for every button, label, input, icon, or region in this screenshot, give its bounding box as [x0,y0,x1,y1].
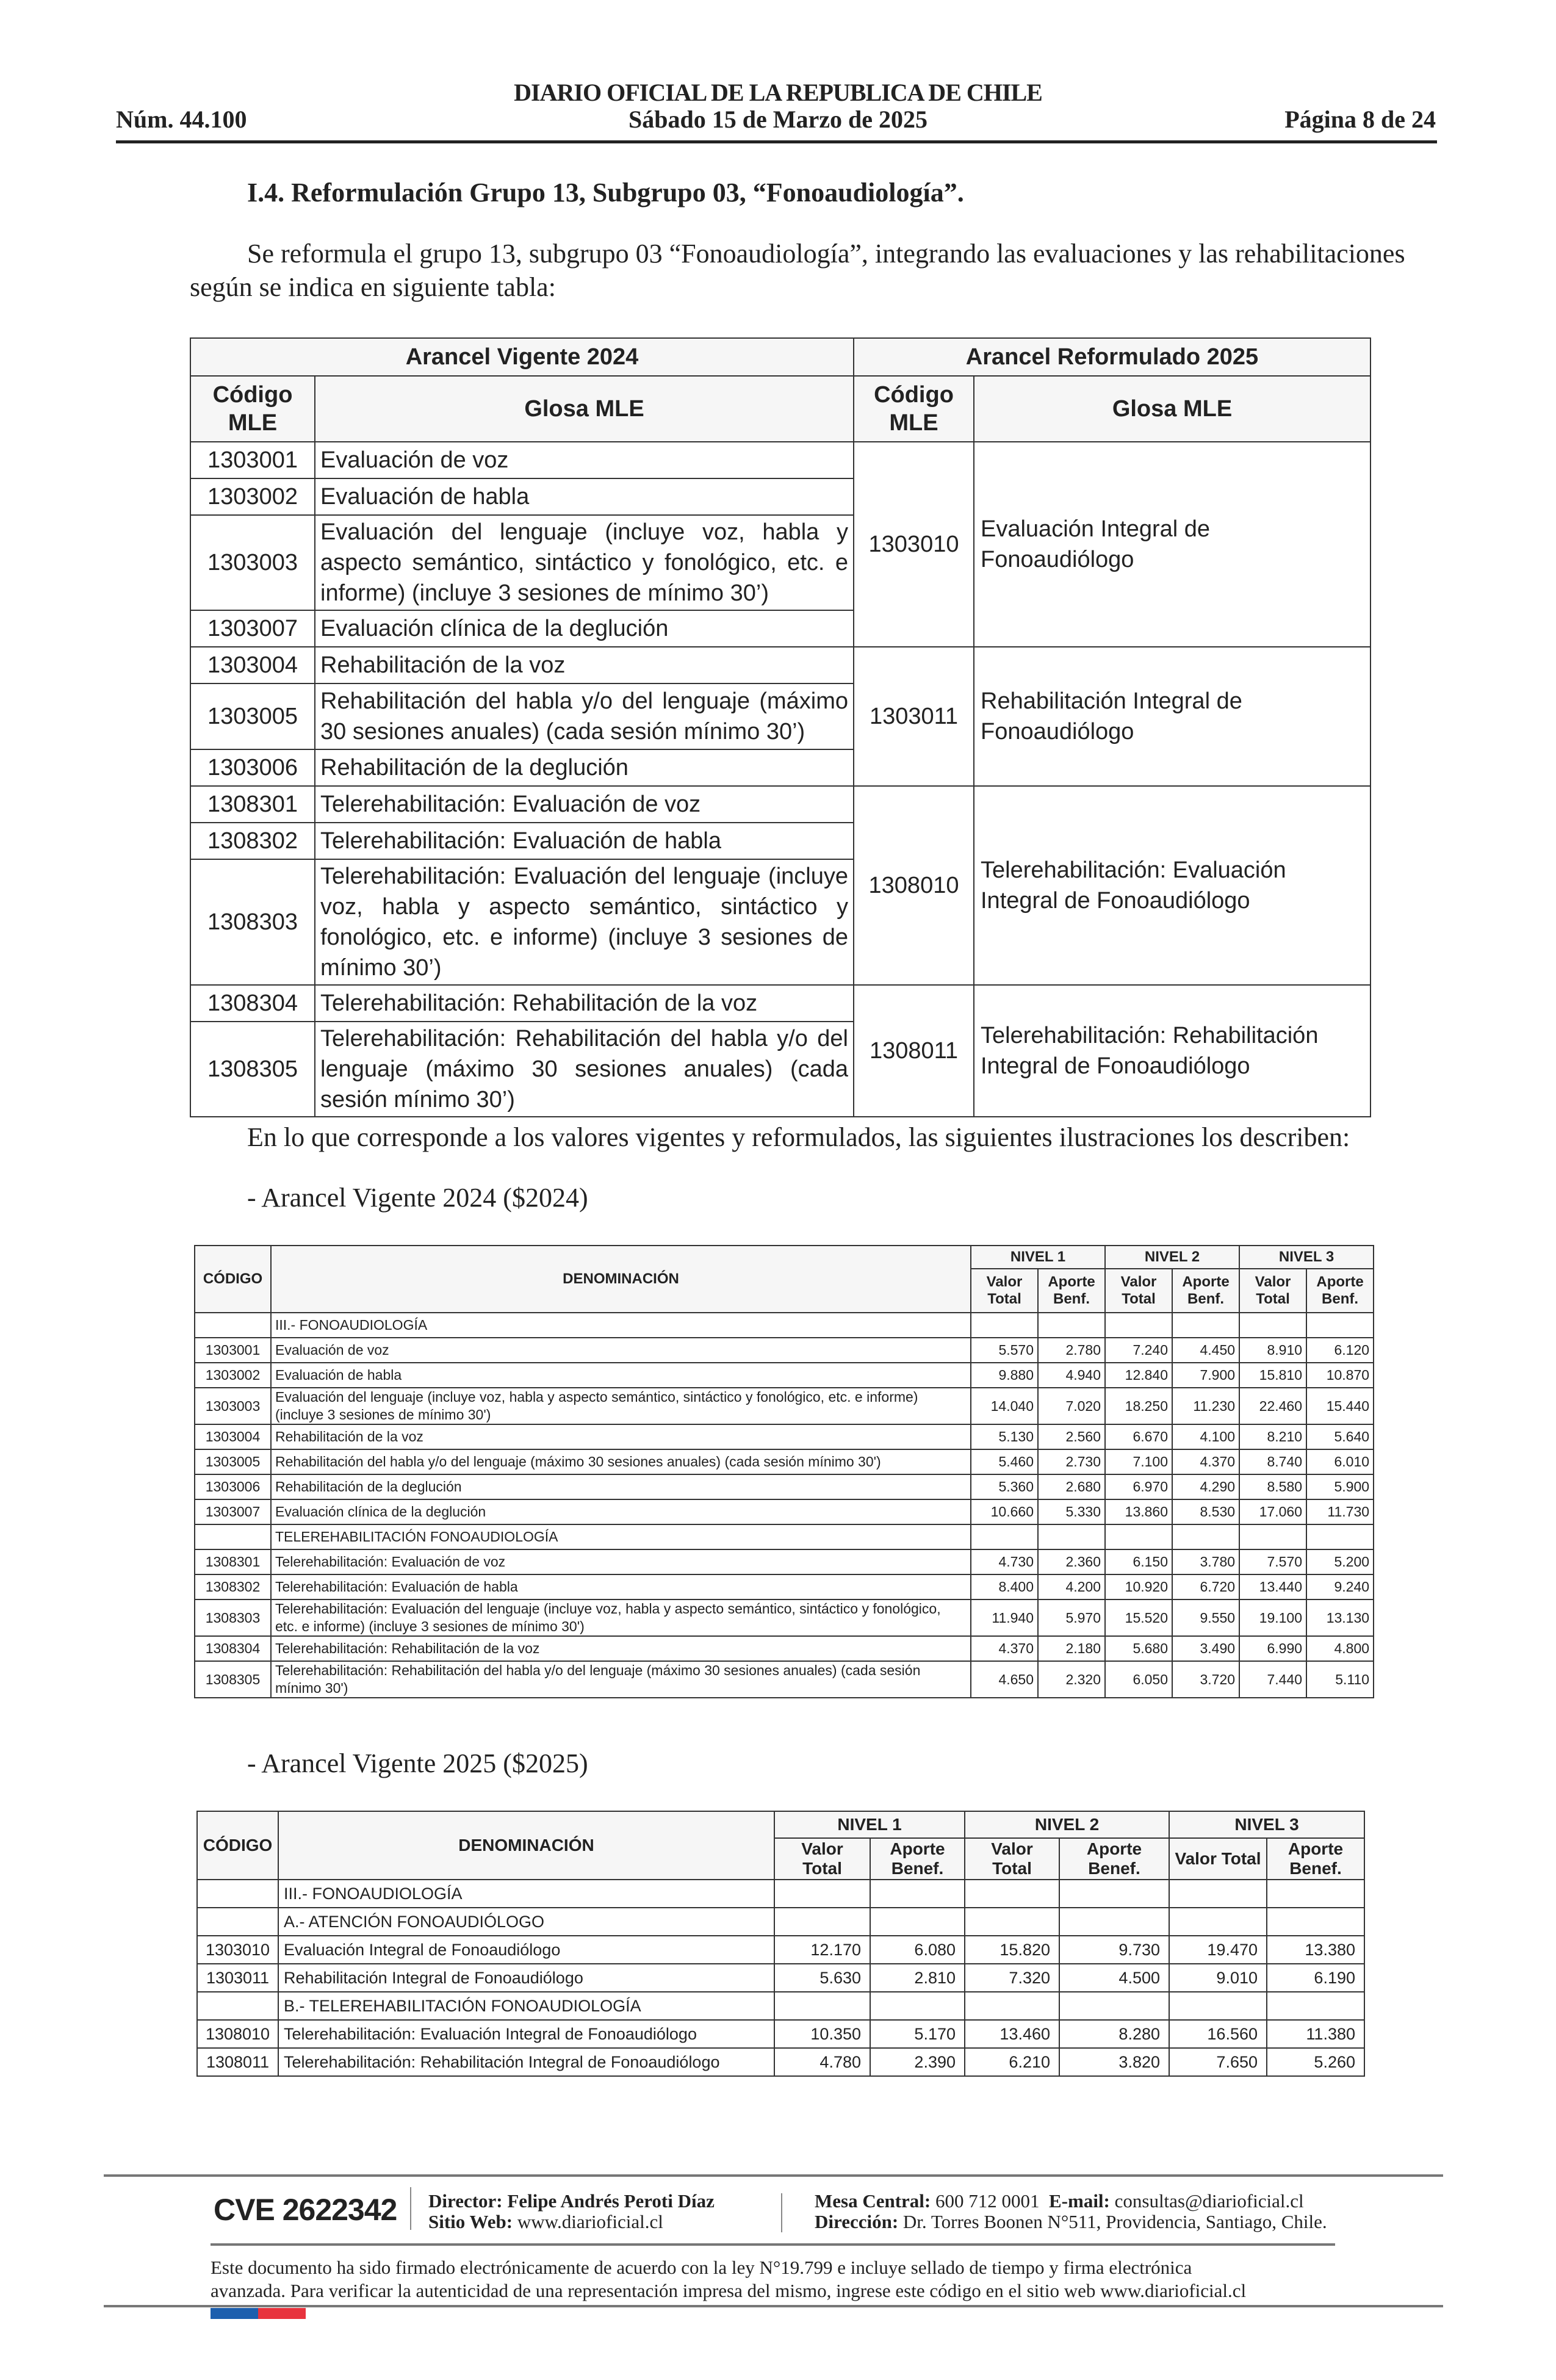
footer-separator [410,2187,411,2230]
valor-total-nivel-3: 22.460 [1239,1388,1306,1424]
mesa-label: Mesa Central: [815,2190,931,2212]
valor-total-nivel-1: 5.460 [971,1449,1038,1474]
row-name: Evaluación de voz [271,1338,971,1363]
row-code: 1303003 [195,1388,271,1424]
table-row [195,1449,1374,1474]
valor-total-nivel-1: 5.630 [774,1964,870,1992]
row-name: Telerehabilitación: Evaluación de habla [271,1574,971,1599]
director-name: Felipe Andrés Peroti Díaz [507,2190,715,2212]
new-code: 1308011 [854,985,974,1117]
address-label: Dirección: [815,2211,899,2232]
old-code: 1303005 [190,683,315,749]
row-name: III.- FONOAUDIOLOGÍA [278,1880,774,1908]
aporte-benef-nivel-1: 5.330 [1038,1499,1105,1524]
label-tariff-2025: - Arancel Vigente 2025 ($2025) [247,1748,588,1778]
row-code: 1308303 [195,1599,271,1636]
newspaper-title: DIARIO OFICIAL DE LA REPUBLICA DE CHILE [514,79,1042,106]
col-header-name: DENOMINACIÓN [271,1246,971,1313]
aporte-benef-nivel-3: 5.200 [1306,1549,1374,1574]
aporte-benef-nivel-1 [1038,1313,1105,1338]
row-name: Evaluación Integral de Fonoaudiólogo [278,1936,774,1964]
row-code: 1308010 [197,2020,278,2048]
valor-total-nivel-1: 11.940 [971,1599,1038,1636]
valor-total-nivel-3 [1169,1992,1267,2020]
row-code [197,1880,278,1908]
valor-total-nivel-2: 6.150 [1105,1549,1172,1574]
flag-stripe-red [258,2308,306,2319]
aporte-benef-nivel-3 [1267,1880,1364,1908]
aporte-benef-nivel-2 [1059,1880,1169,1908]
row-code: 1308304 [195,1636,271,1661]
sub-header-valor: Valor Total [1169,1838,1267,1880]
row-name: Evaluación de habla [271,1363,971,1388]
valor-total-nivel-2: 7.100 [1105,1449,1172,1474]
level-3-header: NIVEL 3 [1169,1811,1364,1838]
col-header-code: CÓDIGO [197,1811,278,1880]
valor-total-nivel-3: 19.470 [1169,1936,1267,1964]
new-code: 1303011 [854,647,974,786]
legal-line-1: Este documento ha sido firmado electrónicamente de acuerdo con la ley N°19.799 e incluye sellado de tiempo y firma electrónica [211,2257,1192,2278]
row-name: III.- FONOAUDIOLOGÍA [271,1313,971,1338]
row-name: Rehabilitación de la deglución [271,1474,971,1499]
aporte-benef-nivel-3: 5.260 [1267,2048,1364,2076]
aporte-benef-nivel-1 [870,1992,965,2020]
footer-contact-block [815,2191,1327,2232]
col-header-code-2025: Código MLE [854,376,974,442]
valor-total-nivel-2: 13.860 [1105,1499,1172,1524]
row-code: 1303011 [197,1964,278,1992]
old-glosa: Rehabilitación de la deglución [315,749,854,786]
aporte-benef-nivel-3: 15.440 [1306,1388,1374,1424]
valor-total-nivel-2 [965,1992,1059,2020]
row-name: Telerehabilitación: Rehabilitación de la voz [271,1636,971,1661]
valor-total-nivel-1: 5.570 [971,1338,1038,1363]
aporte-benef-nivel-3 [1267,1992,1364,2020]
table-row [197,1936,1364,1964]
aporte-benef-nivel-1: 4.200 [1038,1574,1105,1599]
row-name: Rehabilitación del habla y/o del lenguaje (máximo 30 sesiones anuales) (cada sesión mínimo 30') [271,1449,971,1474]
valor-total-nivel-2: 15.820 [965,1936,1059,1964]
valor-total-nivel-3: 7.570 [1239,1549,1306,1574]
valor-total-nivel-1: 10.660 [971,1499,1038,1524]
table-row [195,1661,1374,1698]
aporte-benef-nivel-2: 4.500 [1059,1964,1169,1992]
aporte-benef-nivel-3: 9.240 [1306,1574,1374,1599]
row-code: 1303005 [195,1449,271,1474]
aporte-benef-nivel-1: 5.970 [1038,1599,1105,1636]
section-row [197,1908,1364,1936]
row-code: 1308011 [197,2048,278,2076]
aporte-benef-nivel-2: 3.490 [1172,1636,1239,1661]
group-header-2025: Arancel Reformulado 2025 [854,338,1371,376]
valor-total-nivel-1 [774,1992,870,2020]
aporte-benef-nivel-3: 4.800 [1306,1636,1374,1661]
footer-separator [781,2193,782,2232]
row-name: Rehabilitación de la voz [271,1424,971,1449]
sub-header-valor: Valor Total [1105,1269,1172,1313]
old-code: 1308302 [190,823,315,859]
aporte-benef-nivel-2 [1172,1524,1239,1549]
intro-line-1: Se reformula el grupo 13, subgrupo 03 “Fonoaudiología”, integrando las evaluaciones y las rehabilitaciones [247,239,1405,269]
table-row [195,1338,1374,1363]
aporte-benef-nivel-3 [1267,1908,1364,1936]
sub-header-valor: Valor Total [971,1269,1038,1313]
old-glosa: Evaluación clínica de la deglución [315,610,854,647]
valor-total-nivel-3 [1169,1880,1267,1908]
row-code: 1303006 [195,1474,271,1499]
aporte-benef-nivel-2 [1059,1992,1169,2020]
valor-total-nivel-3: 7.650 [1169,2048,1267,2076]
valor-total-nivel-3: 9.010 [1169,1964,1267,1992]
row-name: B.- TELEREHABILITACIÓN FONOAUDIOLOGÍA [278,1992,774,2020]
new-glosa: Telerehabilitación: Evaluación Integral de Fonoaudiólogo [974,786,1371,985]
old-glosa: Telerehabilitación: Evaluación del lenguaje (incluye voz, habla y aspecto semántico, sintáctico y fonológico, etc. e informe) (incluye 3 sesiones de mínimo 30’) [315,859,854,985]
valor-total-nivel-1 [971,1313,1038,1338]
old-code: 1303004 [190,647,315,683]
valor-total-nivel-1: 4.650 [971,1661,1038,1698]
aporte-benef-nivel-2: 4.100 [1172,1424,1239,1449]
old-code: 1303001 [190,442,315,478]
new-code: 1303010 [854,442,974,647]
aporte-benef-nivel-1 [870,1880,965,1908]
sub-header-aporte: Aporte Benef. [1267,1838,1364,1880]
issue-number: Núm. 44.100 [116,106,247,133]
issue-date: Sábado 15 de Marzo de 2025 [629,106,927,133]
row-name: Telerehabilitación: Rehabilitación del habla y/o del lenguaje (máximo 30 sesiones anuales) (cada sesión mínimo 30') [271,1661,971,1698]
valor-total-nivel-2: 7.320 [965,1964,1059,1992]
sub-header-valor: Valor Total [774,1838,870,1880]
footer-divider-bottom [104,2305,1443,2307]
aporte-benef-nivel-3: 5.900 [1306,1474,1374,1499]
aporte-benef-nivel-3: 6.190 [1267,1964,1364,1992]
flag-stripe-blue [211,2308,258,2319]
aporte-benef-nivel-2: 3.820 [1059,2048,1169,2076]
new-glosa: Rehabilitación Integral de Fonoaudiólogo [974,647,1371,786]
old-glosa: Rehabilitación del habla y/o del lenguaje (máximo 30 sesiones anuales) (cada sesión mínimo 30’) [315,683,854,749]
values-intro: En lo que corresponde a los valores vigentes y reformulados, las siguientes ilustraciones los describen: [247,1122,1350,1152]
table-row [190,442,1371,478]
aporte-benef-nivel-3: 11.380 [1267,2020,1364,2048]
aporte-benef-nivel-2: 3.780 [1172,1549,1239,1574]
old-glosa: Telerehabilitación: Rehabilitación del habla y/o del lenguaje (máximo 30 sesiones anuales) (cada sesión mínimo 30’) [315,1022,854,1117]
old-code: 1303002 [190,478,315,515]
mapping-table [190,337,1371,1117]
old-code: 1308301 [190,786,315,823]
valor-total-nivel-2: 6.670 [1105,1424,1172,1449]
old-glosa: Telerehabilitación: Rehabilitación de la voz [315,985,854,1022]
level-1-header: NIVEL 1 [971,1246,1105,1269]
old-code: 1308305 [190,1022,315,1117]
aporte-benef-nivel-2: 4.370 [1172,1449,1239,1474]
row-code: 1308301 [195,1549,271,1574]
valor-total-nivel-1: 12.170 [774,1936,870,1964]
valor-total-nivel-2: 12.840 [1105,1363,1172,1388]
aporte-benef-nivel-3: 6.010 [1306,1449,1374,1474]
intro-line-2: según se indica en siguiente tabla: [190,272,556,302]
valor-total-nivel-3 [1169,1908,1267,1936]
row-code: 1308302 [195,1574,271,1599]
row-code: 1303001 [195,1338,271,1363]
valor-total-nivel-2 [965,1880,1059,1908]
old-code: 1308304 [190,985,315,1022]
row-name: Telerehabilitación: Evaluación Integral de Fonoaudiólogo [278,2020,774,2048]
new-code: 1308010 [854,786,974,985]
row-name: Telerehabilitación: Rehabilitación Integral de Fonoaudiólogo [278,2048,774,2076]
table-row [197,2020,1364,2048]
table-row [195,1363,1374,1388]
col-header-glosa-2025: Glosa MLE [974,376,1371,442]
aporte-benef-nivel-1: 2.320 [1038,1661,1105,1698]
valor-total-nivel-3: 15.810 [1239,1363,1306,1388]
level-1-header: NIVEL 1 [774,1811,965,1838]
valor-total-nivel-2: 7.240 [1105,1338,1172,1363]
valor-total-nivel-3: 8.910 [1239,1338,1306,1363]
valor-total-nivel-1: 5.130 [971,1424,1038,1449]
row-name: Rehabilitación Integral de Fonoaudiólogo [278,1964,774,1992]
website-link[interactable]: www.diarioficial.cl [517,2211,663,2232]
old-glosa: Evaluación de voz [315,442,854,478]
aporte-benef-nivel-1: 6.080 [870,1936,965,1964]
section-row [195,1524,1374,1549]
col-header-glosa-2024: Glosa MLE [315,376,854,442]
aporte-benef-nivel-2 [1172,1313,1239,1338]
old-glosa: Telerehabilitación: Evaluación de habla [315,823,854,859]
valor-total-nivel-2: 6.210 [965,2048,1059,2076]
tariff-2024-table [194,1245,1374,1698]
valor-total-nivel-2 [1105,1313,1172,1338]
valor-total-nivel-1: 8.400 [971,1574,1038,1599]
aporte-benef-nivel-1: 2.180 [1038,1636,1105,1661]
aporte-benef-nivel-2: 8.280 [1059,2020,1169,2048]
valor-total-nivel-2: 6.970 [1105,1474,1172,1499]
row-code: 1303004 [195,1424,271,1449]
valor-total-nivel-2: 18.250 [1105,1388,1172,1424]
valor-total-nivel-3: 8.210 [1239,1424,1306,1449]
group-header-2024: Arancel Vigente 2024 [190,338,854,376]
email-label: E-mail: [1049,2190,1110,2212]
aporte-benef-nivel-2: 7.900 [1172,1363,1239,1388]
sub-header-aporte: Aporte Benef. [1059,1838,1169,1880]
aporte-benef-nivel-1 [870,1908,965,1936]
aporte-benef-nivel-1: 2.780 [1038,1338,1105,1363]
table-row [195,1599,1374,1636]
level-2-header: NIVEL 2 [1105,1246,1239,1269]
table-row [195,1549,1374,1574]
col-header-code: CÓDIGO [195,1246,271,1313]
old-code: 1303003 [190,515,315,610]
old-glosa: Telerehabilitación: Evaluación de voz [315,786,854,823]
valor-total-nivel-2: 10.920 [1105,1574,1172,1599]
aporte-benef-nivel-1: 2.680 [1038,1474,1105,1499]
aporte-benef-nivel-1: 7.020 [1038,1388,1105,1424]
footer-legal-text [211,2256,1327,2302]
table-row [195,1474,1374,1499]
table-row [195,1388,1374,1424]
table-row [197,1964,1364,1992]
old-code: 1303007 [190,610,315,647]
row-name: Evaluación clínica de la deglución [271,1499,971,1524]
aporte-benef-nivel-2: 4.290 [1172,1474,1239,1499]
valor-total-nivel-1: 5.360 [971,1474,1038,1499]
row-code [197,1992,278,2020]
table-row [197,2048,1364,2076]
aporte-benef-nivel-3: 5.640 [1306,1424,1374,1449]
valor-total-nivel-3: 13.440 [1239,1574,1306,1599]
row-code: 1303007 [195,1499,271,1524]
row-name: A.- ATENCIÓN FONOAUDIÓLOGO [278,1908,774,1936]
footer-divider-top [104,2174,1443,2177]
valor-total-nivel-3: 17.060 [1239,1499,1306,1524]
valor-total-nivel-3: 8.740 [1239,1449,1306,1474]
section-row [197,1880,1364,1908]
aporte-benef-nivel-3: 5.110 [1306,1661,1374,1698]
table-row [195,1636,1374,1661]
table-row [195,1574,1374,1599]
director-label: Director: [428,2190,503,2212]
aporte-benef-nivel-2 [1059,1908,1169,1936]
aporte-benef-nivel-3: 6.120 [1306,1338,1374,1363]
cve-code: CVE 2622342 [214,2193,397,2227]
old-glosa: Evaluación del lenguaje (incluye voz, habla y aspecto semántico, sintáctico y fonológico, etc. e informe) (incluye 3 sesiones de mínimo 30’) [315,515,854,610]
valor-total-nivel-2 [965,1908,1059,1936]
row-name: Telerehabilitación: Evaluación del lenguaje (incluye voz, habla y aspecto semántico, sintáctico y fonológico, etc. e informe) (incluye 3 sesiones de mínimo 30') [271,1599,971,1636]
valor-total-nivel-1: 4.730 [971,1549,1038,1574]
valor-total-nivel-3: 6.990 [1239,1636,1306,1661]
valor-total-nivel-3: 16.560 [1169,2020,1267,2048]
old-code: 1308303 [190,859,315,985]
aporte-benef-nivel-2: 6.720 [1172,1574,1239,1599]
table-row [190,786,1371,823]
valor-total-nivel-1 [774,1908,870,1936]
section-title: I.4. Reformulación Grupo 13, Subgrupo 03, “Fonoaudiología”. [247,178,964,207]
old-glosa: Rehabilitación de la voz [315,647,854,683]
aporte-benef-nivel-1: 2.730 [1038,1449,1105,1474]
website-label: Sitio Web: [428,2211,513,2232]
aporte-benef-nivel-3 [1306,1524,1374,1549]
table-row [190,985,1371,1022]
valor-total-nivel-1 [971,1524,1038,1549]
mesa-phone: 600 712 0001 [935,2190,1040,2212]
valor-total-nivel-2: 13.460 [965,2020,1059,2048]
table-row [195,1424,1374,1449]
aporte-benef-nivel-1: 2.360 [1038,1549,1105,1574]
aporte-benef-nivel-2: 9.550 [1172,1599,1239,1636]
row-code: 1308305 [195,1661,271,1698]
new-glosa: Telerehabilitación: Rehabilitación Integral de Fonoaudiólogo [974,985,1371,1117]
sub-header-valor: Valor Total [965,1838,1059,1880]
address-text: Dr. Torres Boonen N°511, Providencia, Santiago, Chile. [902,2211,1327,2232]
aporte-benef-nivel-1: 2.810 [870,1964,965,1992]
valor-total-nivel-3: 8.580 [1239,1474,1306,1499]
valor-total-nivel-1: 10.350 [774,2020,870,2048]
aporte-benef-nivel-1: 2.560 [1038,1424,1105,1449]
valor-total-nivel-1 [774,1880,870,1908]
col-header-code-2024: Código MLE [190,376,315,442]
row-code: 1303010 [197,1936,278,1964]
valor-total-nivel-1: 4.370 [971,1636,1038,1661]
page-indicator: Página 8 de 24 [1284,106,1436,133]
section-row [195,1313,1374,1338]
footer-divider-middle [211,2243,1335,2246]
aporte-benef-nivel-3: 11.730 [1306,1499,1374,1524]
old-glosa: Evaluación de habla [315,478,854,515]
row-code [197,1908,278,1936]
row-name: Evaluación del lenguaje (incluye voz, habla y aspecto semántico, sintáctico y fonológico, etc. e informe) (incluye 3 sesiones de mínimo 30') [271,1388,971,1424]
aporte-benef-nivel-1 [1038,1524,1105,1549]
aporte-benef-nivel-1: 5.170 [870,2020,965,2048]
valor-total-nivel-1: 4.780 [774,2048,870,2076]
aporte-benef-nivel-2: 3.720 [1172,1661,1239,1698]
sub-header-aporte: Aporte Benf. [1306,1269,1374,1313]
table-row [195,1499,1374,1524]
aporte-benef-nivel-2: 11.230 [1172,1388,1239,1424]
valor-total-nivel-2: 15.520 [1105,1599,1172,1636]
row-code [195,1313,271,1338]
valor-total-nivel-2 [1105,1524,1172,1549]
table-row [190,647,1371,683]
footer-director-block [428,2191,715,2232]
legal-line-2: avanzada. Para verificar la autenticidad de una representación impresa del mismo, ingrese este código en el sitio web www.diarioficial.cl [211,2280,1247,2301]
sub-header-aporte: Aporte Benf. [1172,1269,1239,1313]
label-tariff-2024: - Arancel Vigente 2024 ($2024) [247,1183,588,1213]
sub-header-aporte: Aporte Benf. [1038,1269,1105,1313]
level-3-header: NIVEL 3 [1239,1246,1374,1269]
valor-total-nivel-3 [1239,1313,1306,1338]
aporte-benef-nivel-2: 4.450 [1172,1338,1239,1363]
old-code: 1303006 [190,749,315,786]
aporte-benef-nivel-2: 9.730 [1059,1936,1169,1964]
new-glosa: Evaluación Integral de Fonoaudiólogo [974,442,1371,647]
valor-total-nivel-3 [1239,1524,1306,1549]
valor-total-nivel-1: 9.880 [971,1363,1038,1388]
col-header-name: DENOMINACIÓN [278,1811,774,1880]
valor-total-nivel-1: 14.040 [971,1388,1038,1424]
valor-total-nivel-3: 7.440 [1239,1661,1306,1698]
sub-header-aporte: Aporte Benef. [870,1838,965,1880]
row-code [195,1524,271,1549]
row-name: Telerehabilitación: Evaluación de voz [271,1549,971,1574]
aporte-benef-nivel-1: 4.940 [1038,1363,1105,1388]
aporte-benef-nivel-1: 2.390 [870,2048,965,2076]
aporte-benef-nivel-3: 10.870 [1306,1363,1374,1388]
sub-header-valor: Valor Total [1239,1269,1306,1313]
tariff-2025-table [196,1811,1365,2077]
valor-total-nivel-2: 5.680 [1105,1636,1172,1661]
row-name: TELEREHABILITACIÓN FONOAUDIOLOGÍA [271,1524,971,1549]
valor-total-nivel-3: 19.100 [1239,1599,1306,1636]
valor-total-nivel-2: 6.050 [1105,1661,1172,1698]
level-2-header: NIVEL 2 [965,1811,1169,1838]
header-divider [116,140,1437,143]
aporte-benef-nivel-3 [1306,1313,1374,1338]
aporte-benef-nivel-2: 8.530 [1172,1499,1239,1524]
aporte-benef-nivel-3: 13.380 [1267,1936,1364,1964]
section-row [197,1992,1364,2020]
aporte-benef-nivel-3: 13.130 [1306,1599,1374,1636]
email-link[interactable]: consultas@diarioficial.cl [1114,2190,1304,2212]
row-code: 1303002 [195,1363,271,1388]
